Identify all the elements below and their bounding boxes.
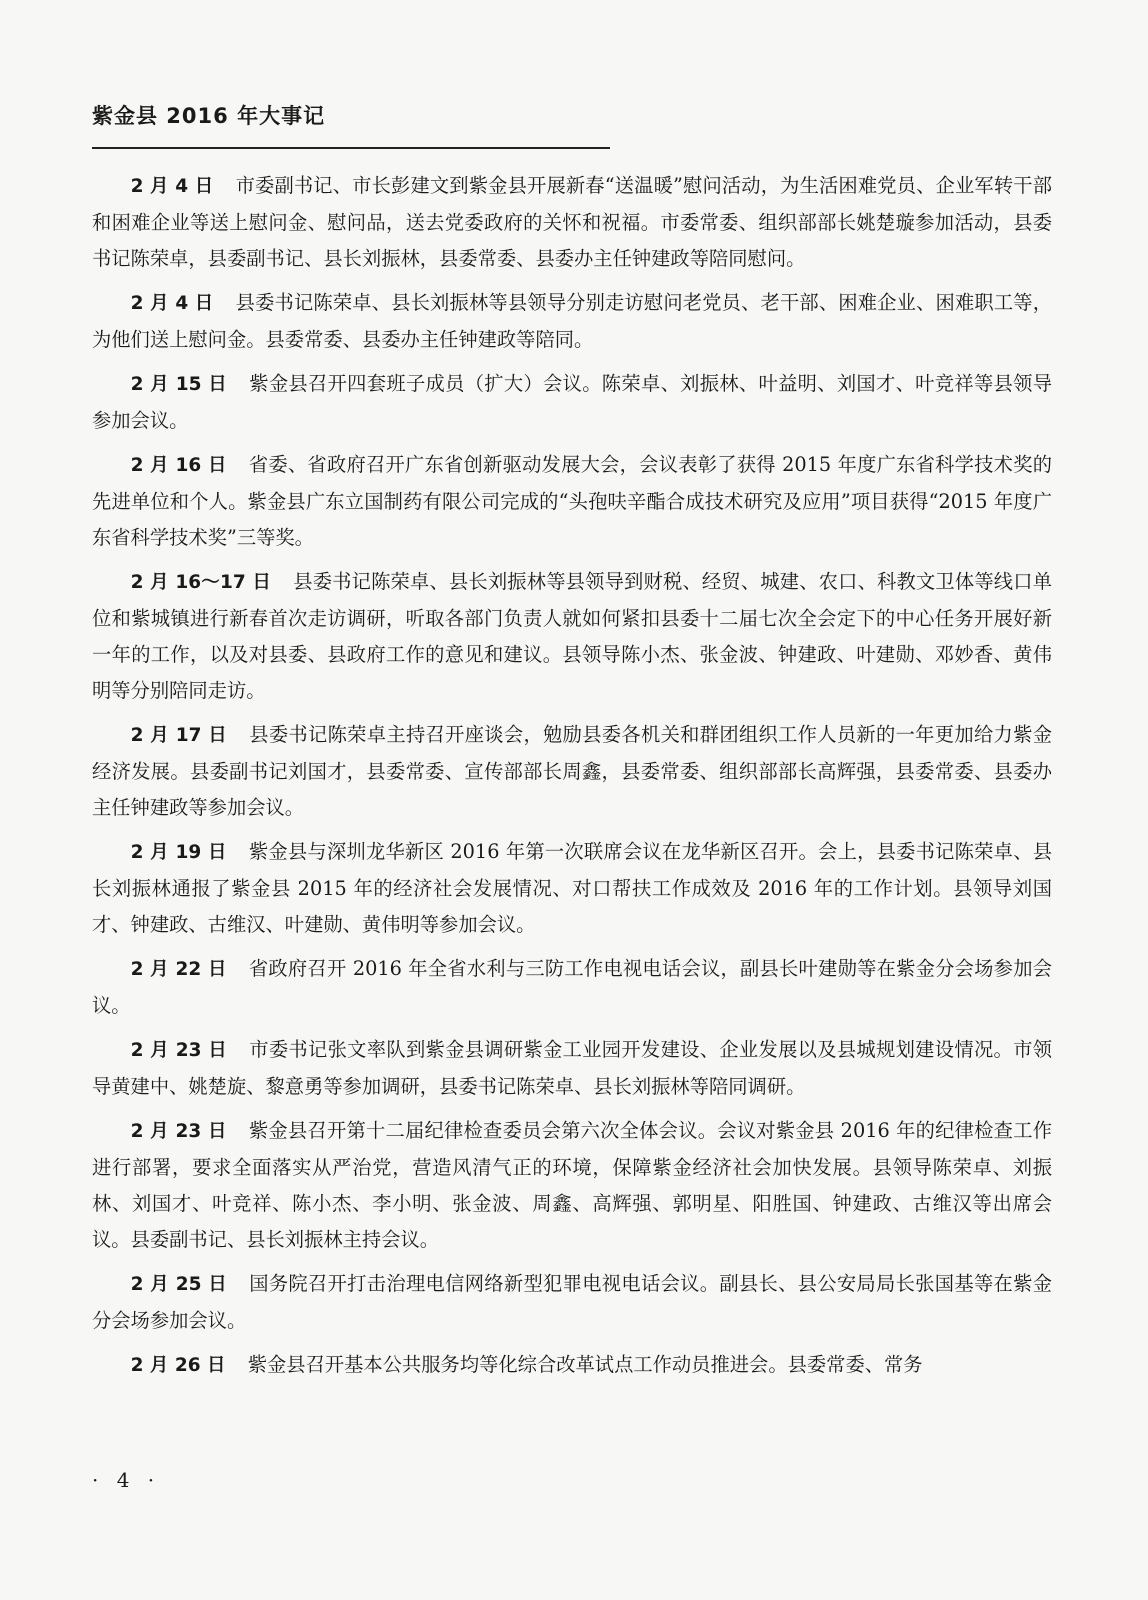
- chronicle-entry: [92, 1113, 1052, 1258]
- entry-text: 县委书记陈荣卓主持召开座谈会，勉励县委各机关和群团组织工作人员新的一年更加给力紫金经济发展。县委副书记刘国才，县委常委、宣传部部长周鑫，县委常委、组织部部长高辉强，县委常委、县委办主任钟建政等参加会议。: [92, 723, 1052, 819]
- chronicle-entry: [92, 447, 1052, 556]
- entry-text: 县委书记陈荣卓、县长刘振林等县领导到财税、经贸、城建、农口、科教文卫体等线口单位和紫城镇进行新春首次走访调研，听取各部门负责人就如何紧扣县委十二届七次全会定下的中心任务开展好新一年的工作，以及对县委、县政府工作的意见和建议。县领导陈小杰、张金波、钟建政、叶建勋、邓妙香、黄伟明等分别陪同走访。: [92, 570, 1053, 702]
- entry-date: 2 月 15 日: [130, 374, 228, 395]
- chronicle-entry: [92, 1347, 1052, 1384]
- chronicle-entry: [92, 285, 1052, 358]
- page-number: · 4 ·: [92, 1468, 161, 1492]
- entry-text: 省政府召开 2016 年全省水利与三防工作电视电话会议，副县长叶建勋等在紫金分会场参加会议。: [92, 957, 1052, 1017]
- chronicle-entry: [92, 1032, 1052, 1105]
- entry-date: 2 月 16 日: [130, 455, 227, 476]
- chronicle-entry: [92, 366, 1052, 439]
- entry-date: 2 月 26 日: [130, 1355, 226, 1376]
- entry-text: 省委、省政府召开广东省创新驱动发展大会，会议表彰了获得 2015 年度广东省科学技术奖的先进单位和个人。紫金县广东立国制药有限公司完成的“头孢呋辛酯合成技术研究及应用”项目获得“2015 年度广东省科学技术奖”三等奖。: [92, 453, 1052, 549]
- entry-text: 国务院召开打击治理电信网络新型犯罪电视电话会议。副县长、县公安局局长张国基等在紫金分会场参加会议。: [92, 1272, 1052, 1332]
- entry-date: 2 月 4 日: [130, 176, 214, 197]
- chronicle-entry: [92, 717, 1052, 826]
- entry-text: 紫金县召开基本公共服务均等化综合改革试点工作动员推进会。县委常委、常务: [247, 1353, 923, 1376]
- chronicle-entry: [92, 1266, 1052, 1339]
- entry-text: 市委副书记、市长彭建文到紫金县开展新春“送温暖”慰问活动，为生活困难党员、企业军转干部和困难企业等送上慰问金、慰问品，送去党委政府的关怀和祝福。市委常委、组织部部长姚楚璇参加活动，县委书记陈荣卓，县委副书记、县长刘振林，县委常委、县委办主任钟建政等陪同慰问。: [92, 174, 1052, 270]
- entry-text: 紫金县召开第十二届纪律检查委员会第六次全体会议。会议对紫金县 2016 年的纪律检查工作进行部署，要求全面落实从严治党，营造风清气正的环境，保障紫金经济社会加快发展。县领导陈荣卓、刘振林、刘国才、叶竞祥、陈小杰、李小明、张金波、周鑫、高辉强、郭明星、阳胜国、钟建政、古维汉等出席会议。县委副书记、县长刘振林主持会议。: [92, 1119, 1052, 1251]
- entry-text: 紫金县召开四套班子成员（扩大）会议。陈荣卓、刘振林、叶益明、刘国才、叶竞祥等县领导参加会议。: [92, 372, 1052, 432]
- entry-date: 2 月 19 日: [130, 842, 227, 863]
- entry-text: 县委书记陈荣卓、县长刘振林等县领导分别走访慰问老党员、老干部、困难企业、困难职工等，为他们送上慰问金。县委常委、县委办主任钟建政等陪同。: [92, 291, 1052, 351]
- entry-date: 2 月 16～17 日: [130, 572, 272, 593]
- chronicle-entry: [92, 951, 1052, 1024]
- header-rule: [92, 147, 610, 149]
- entry-text: 市委书记张文率队到紫金县调研紫金工业园开发建设、企业发展以及县城规划建设情况。市领导黄建中、姚楚旋、黎意勇等参加调研，县委书记陈荣卓、县长刘振林等陪同调研。: [92, 1038, 1052, 1098]
- chronicle-entry: [92, 168, 1052, 277]
- entry-date: 2 月 4 日: [130, 293, 214, 314]
- chronicle-entries: [92, 168, 1052, 1392]
- entry-text: 紫金县与深圳龙华新区 2016 年第一次联席会议在龙华新区召开。会上，县委书记陈荣卓、县长刘振林通报了紫金县 2015 年的经济社会发展情况、对口帮扶工作成效及 2016 年的工作计划。县领导刘国才、钟建政、古维汉、叶建勋、黄伟明等参加会议。: [92, 840, 1052, 936]
- chronicle-entry: [92, 834, 1052, 943]
- entry-date: 2 月 17 日: [130, 725, 228, 746]
- entry-date: 2 月 22 日: [130, 959, 227, 980]
- entry-date: 2 月 25 日: [130, 1274, 228, 1295]
- entry-date: 2 月 23 日: [130, 1040, 228, 1061]
- entry-date: 2 月 23 日: [130, 1121, 227, 1142]
- chronicle-entry: [92, 564, 1052, 709]
- page-header-title: 紫金县 2016 年大事记: [92, 104, 326, 128]
